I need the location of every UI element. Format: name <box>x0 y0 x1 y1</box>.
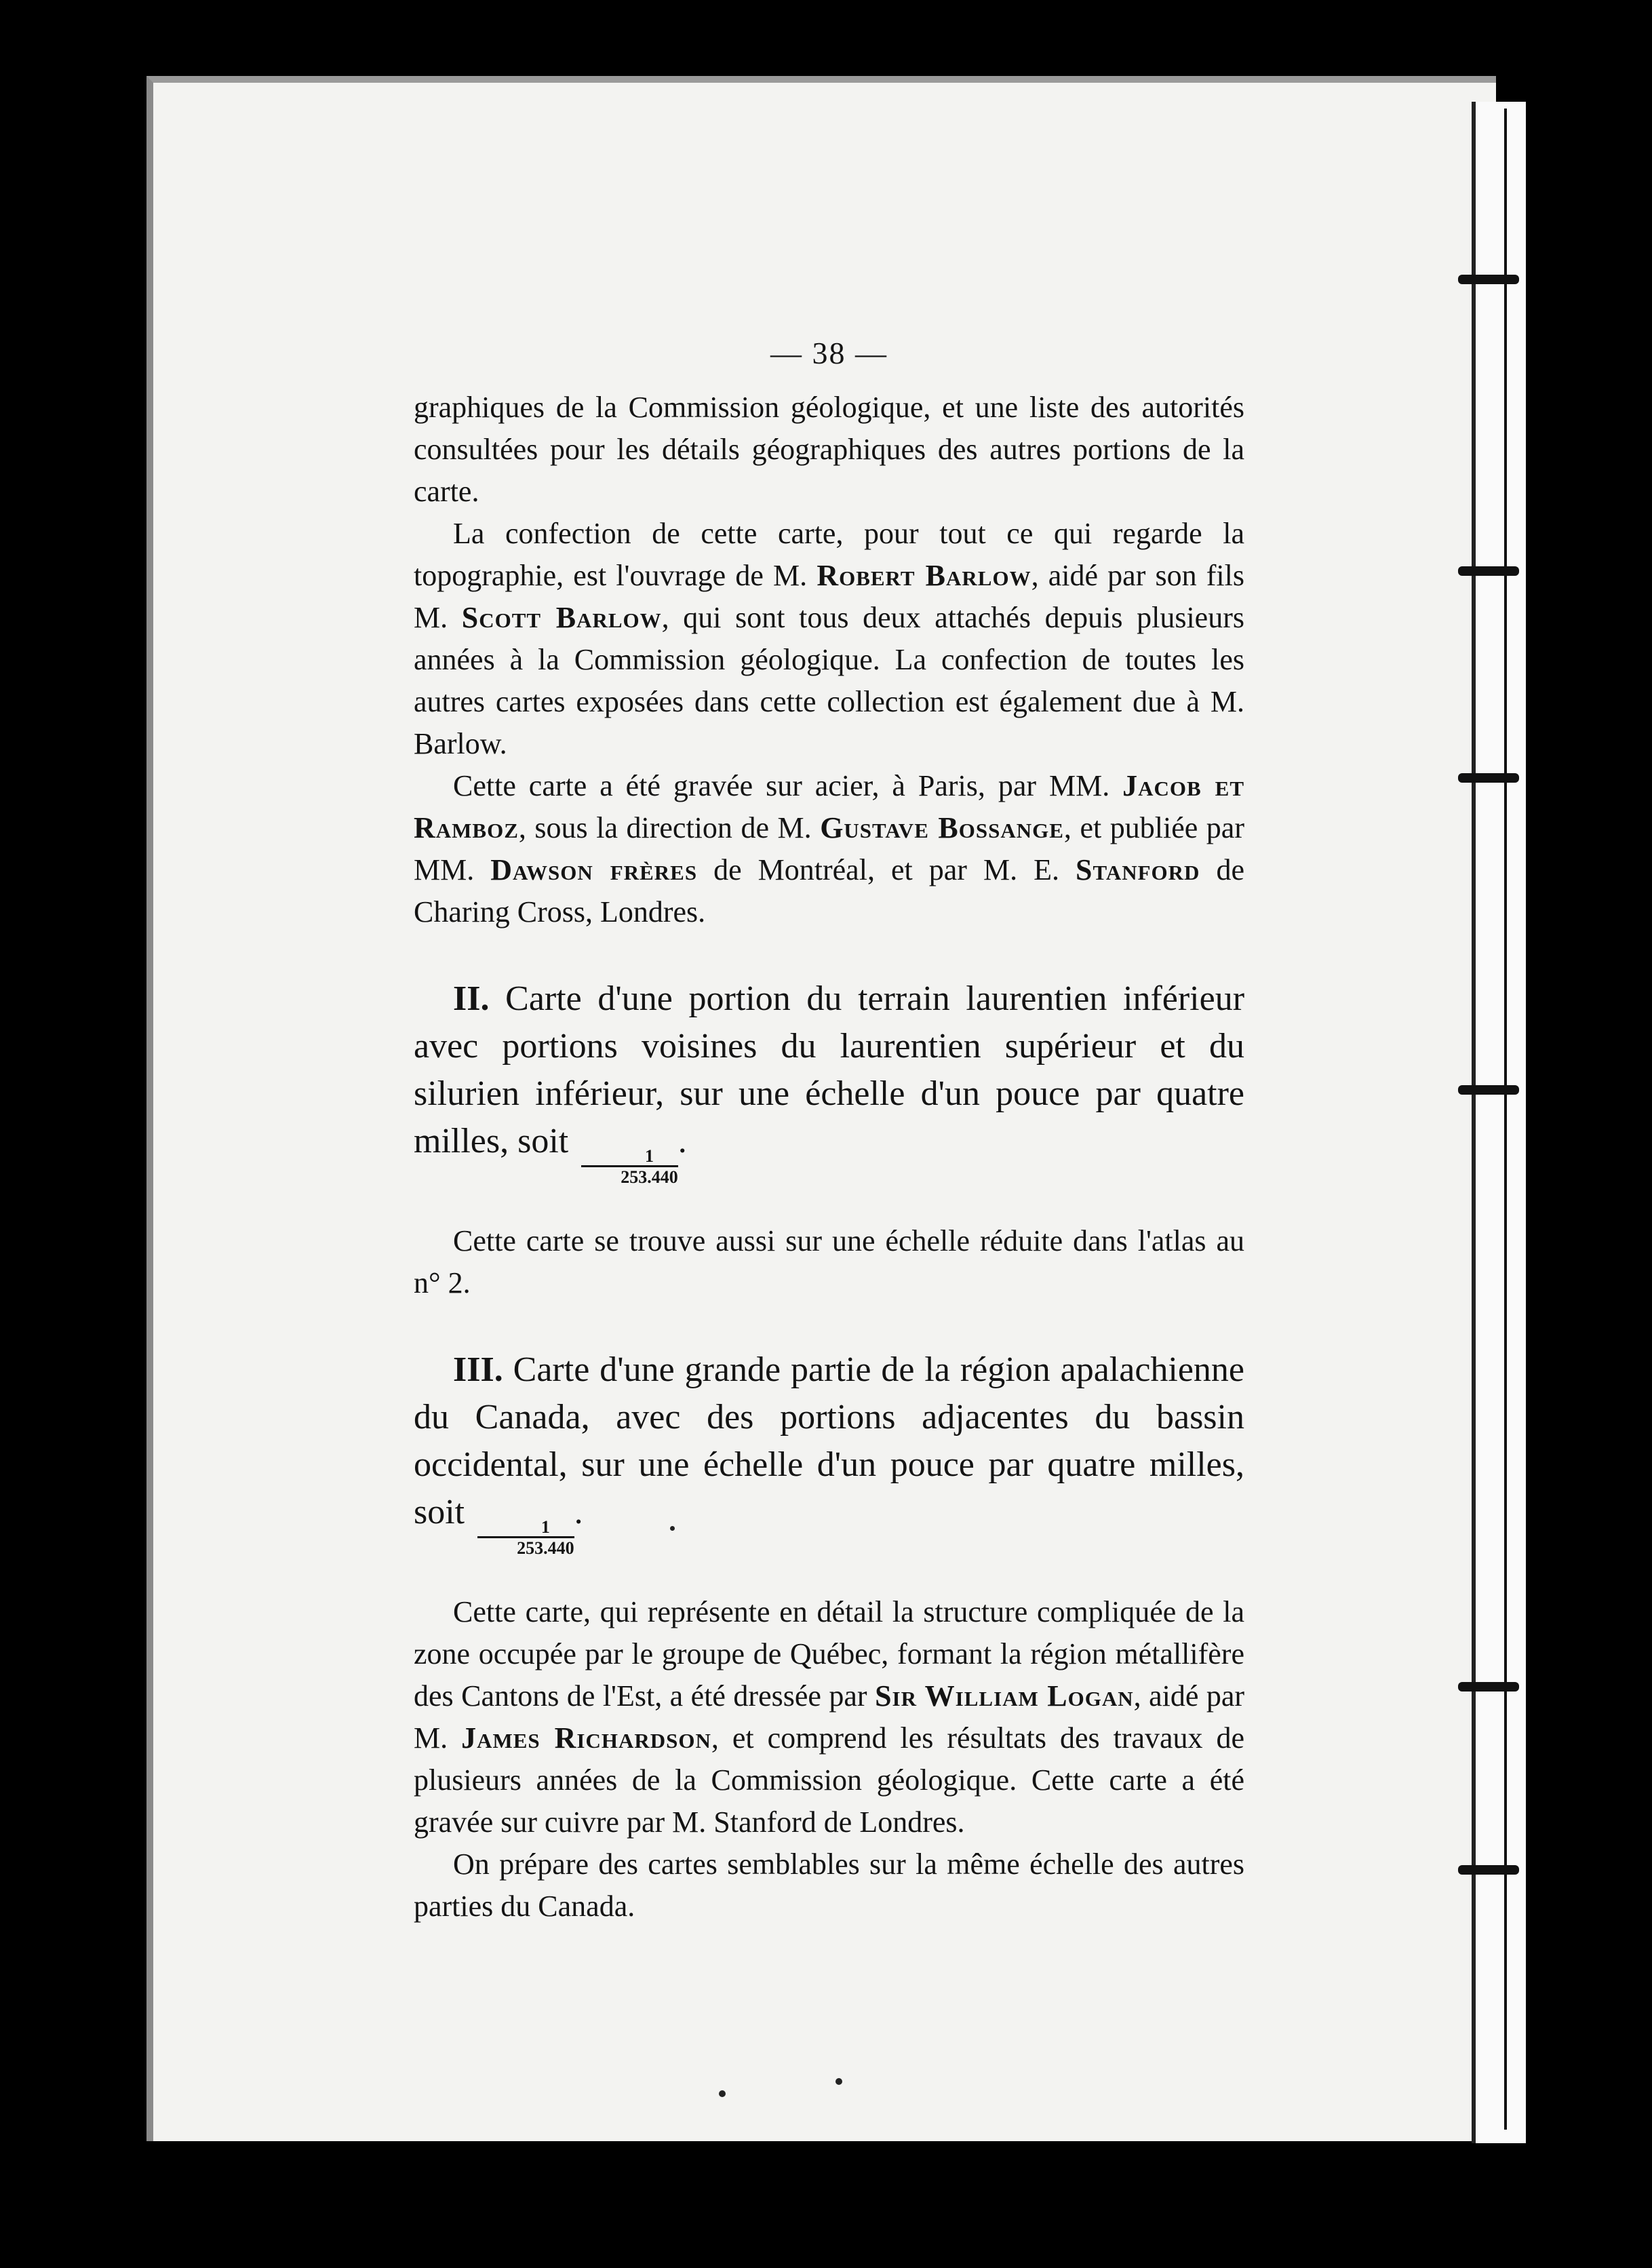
person-name: Sir William Logan <box>875 1679 1134 1713</box>
text-run: de Montréal, et par M. E. <box>697 853 1059 886</box>
binding-mark <box>1458 1865 1519 1875</box>
roman-numeral: III. <box>453 1350 503 1389</box>
text-run: La confection de cette carte, pour tout ce qui regarde la topographie, est l'ouvrage de M. <box>414 517 1244 592</box>
paragraph-engraving <box>414 765 1244 933</box>
fraction-numerator: 1 <box>645 1146 654 1166</box>
scale-fraction <box>477 1519 574 1557</box>
text-run: , aidé par son fils M. <box>414 559 1244 634</box>
document-body <box>414 332 1244 1928</box>
person-name: James Richardson <box>461 1721 711 1755</box>
page-number: — 38 — <box>770 336 888 370</box>
ink-speck <box>719 2090 726 2097</box>
text-run: , aidé par M. <box>414 1679 1245 1755</box>
fraction-denominator: 253.440 <box>581 1165 678 1186</box>
adjacent-page-edge <box>1472 102 1526 2143</box>
person-name: Gustave Bossange <box>820 811 1064 844</box>
text-run: Cette carte, qui représente en détail la structure compliquée de la zone occupée par le groupe de Québec, formant la région métallifère des Cantons de l'Est, a été dressée par <box>414 1595 1244 1713</box>
fraction-numerator: 1 <box>540 1517 550 1537</box>
text-run: , et comprend les résultats des travaux de plusieurs années de la Commission géologique. Cette carte a été gravée sur cuivre par M. Stanford de Londres. <box>414 1721 1244 1839</box>
text-run: Cette carte a été gravée sur acier, à Paris, par MM. <box>453 769 1110 802</box>
paragraph-topography <box>414 513 1244 765</box>
person-name: Robert Barlow <box>817 559 1031 592</box>
binding-mark <box>1458 773 1519 783</box>
binding-mark <box>1458 275 1519 284</box>
ink-speck <box>835 2078 842 2085</box>
person-name: Scott Barlow <box>461 601 662 634</box>
fraction-denominator: 253.440 <box>477 1536 574 1557</box>
section-text: Carte d'une grande partie de la région apalachienne du Canada, avec des portions adjacentes du bassin occidental, sur une échelle d'un pouce par quatre milles, soit <box>414 1350 1245 1531</box>
section-iii-heading: III. Carte d'une grande partie de la région apalachienne du Canada, avec des portions adjacentes du bassin occidental, sur une échelle d'un pouce par quatre milles, soit $\frac{1}{253.440}$ . <box>414 1350 1245 1558</box>
person-name: Stanford <box>1076 853 1200 886</box>
scale-fraction <box>581 1148 678 1186</box>
text-run: , qui sont tous deux attachés depuis plusieurs années à la Commission géologique. La confection de toutes les autres cartes exposées dans cette collection est également due à M. Barlow. <box>414 601 1244 760</box>
section-ii-note: Cette carte se trouve aussi sur une échelle réduite dans l'atlas au n° 2. <box>414 1224 1244 1299</box>
paragraph-quebec-group <box>414 1591 1244 1843</box>
paragraph-continuation: graphiques de la Commission géologique, et une liste des autorités consultées pour les détails géographiques des autres portions de la carte. <box>414 391 1244 508</box>
binding-mark <box>1458 1085 1519 1095</box>
binding-mark <box>1458 1682 1519 1692</box>
section-text: Carte d'une portion du terrain laurentien inférieur avec portions voisines du laurentien supérieur et du silurien inférieur, sur une échelle d'un pouce par quatre milles, soit <box>414 979 1245 1160</box>
roman-numeral: II. <box>453 979 490 1018</box>
text-run: de Charing Cross, Londres. <box>414 853 1245 928</box>
paragraph-closing: On prépare des cartes semblables sur la même échelle des autres parties du Canada. <box>414 1847 1244 1923</box>
binding-mark <box>1458 566 1519 576</box>
publisher-name: Dawson frères <box>490 853 698 886</box>
person-name: Jacob et Ramboz <box>414 769 1245 844</box>
page-fold-line <box>1504 109 1507 2130</box>
text-run: , sous la direction de M. <box>518 811 812 844</box>
section-ii-heading: II. Carte d'une portion du terrain laurentien inférieur avec portions voisines du laurentien supérieur et du silurien inférieur, sur une échelle d'un pouce par quatre milles, soit $\frac{1}{253.440}$ . <box>414 979 1245 1187</box>
text-run: , et publiée par MM. <box>414 811 1244 886</box>
